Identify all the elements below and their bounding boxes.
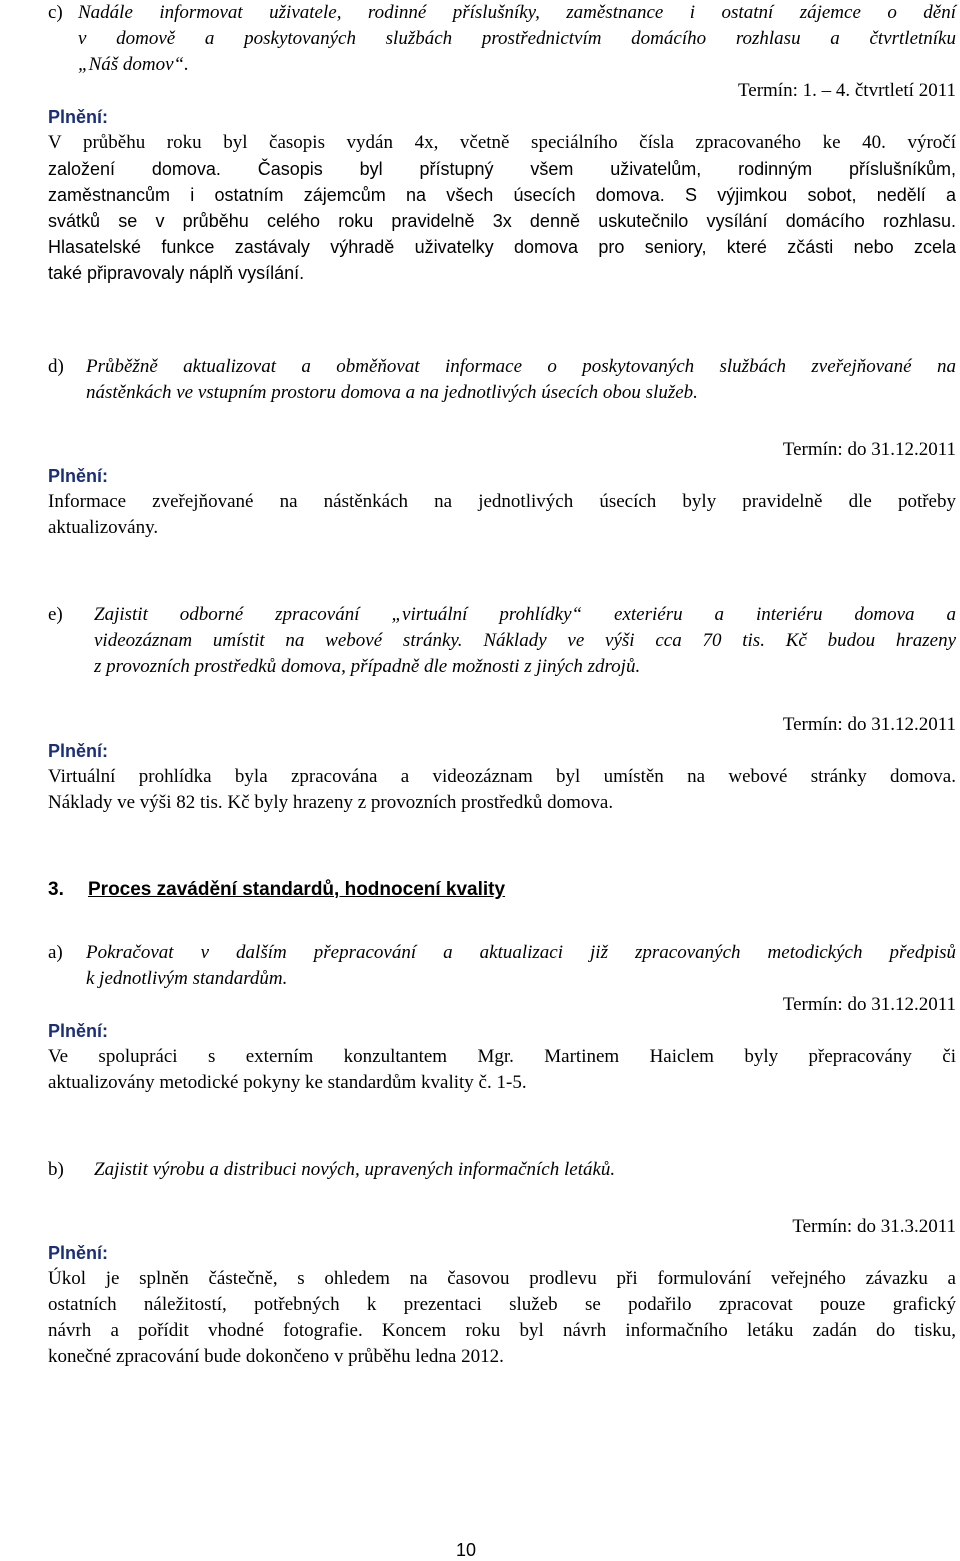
fulfillment-text: také připravovaly náplň vysílání. xyxy=(48,263,305,283)
deadline: Termín: do 31.3.2011 xyxy=(792,1216,956,1237)
item-3b-task-line xyxy=(48,1157,956,1183)
fulfillment-text: Úkol je splněn částečně, s ohledem na časovou prodlevu při formulování veřejného závazku a xyxy=(48,1268,956,1289)
item-e-task-line: videozáznam umístit na webové stránky. Náklady ve výši cca 70 tis. Kč budou hrazeny xyxy=(94,630,956,651)
section-3-heading xyxy=(48,877,956,903)
fulfillment-text: Hlasatelské funkce zastávaly výhradě uživatelky domova pro seniory, které zčásti nebo zcela xyxy=(48,237,956,257)
fulfillment-text: ostatních náležitostí, potřebných k prezentaci služeb se podařilo zpracovat pouze grafický xyxy=(48,1294,956,1315)
fulfillment-heading: Plnění: xyxy=(48,1021,109,1041)
fulfillment-heading: Plnění: xyxy=(48,1243,109,1263)
item-e-task-line xyxy=(48,602,956,628)
item-e xyxy=(48,602,956,680)
deadline: Termín: 1. – 4. čtvrtletí 2011 xyxy=(737,80,956,101)
fulfillment-text: V průběhu roku byl časopis vydán 4x, včetně speciálního čísla zpracovaného ke 40. výročí xyxy=(48,132,956,153)
item-3a xyxy=(48,940,956,1096)
deadline: Termín: do 31.12.2011 xyxy=(782,439,956,460)
task-text: Průběžně aktualizovat a obměňovat informace o poskytovaných službách zveřejňované na xyxy=(86,356,956,377)
section-title: Proces zavádění standardů, hodnocení kvality xyxy=(88,879,506,900)
item-e-result xyxy=(48,712,956,816)
item-3a-task-line xyxy=(48,940,956,966)
item-d-task-line: nástěnkách ve vstupním prostoru domova a na jednotlivých úsecích obou služeb. xyxy=(86,382,698,403)
fulfillment-text: Virtuální prohlídka byla zpracována a videozáznam byl umístěn na webové stránky domova. xyxy=(48,766,956,787)
fulfillment-text: aktualizovány. xyxy=(48,517,159,538)
item-label: e) xyxy=(48,604,63,625)
item-c-task-line: „Náš domov“. xyxy=(78,54,189,75)
item-c-task-line: v domově a poskytovaných službách prostřednictvím domácího rozhlasu a čtvrtletníku xyxy=(78,28,956,49)
fulfillment-heading: Plnění: xyxy=(48,466,109,486)
item-label: a) xyxy=(48,942,63,963)
item-d xyxy=(48,354,956,406)
section-number: 3. xyxy=(48,879,64,900)
fulfillment-text: Informace zveřejňované na nástěnkách na jednotlivých úsecích byly pravidelně dle potřeby xyxy=(48,491,956,512)
fulfillment-text: založení domova. Časopis byl přístupný všem uživatelům, rodinným příslušníkům, xyxy=(48,159,956,179)
fulfillment-heading: Plnění: xyxy=(48,741,109,761)
item-e-task-line: z provozních prostředků domova, případně dle možnosti z jiných zdrojů. xyxy=(94,656,641,677)
fulfillment-text: návrh a pořídit vhodné fotografie. Koncem roku byl návrh informačního letáku zadán do tisku, xyxy=(48,1320,956,1341)
item-3b xyxy=(48,1157,956,1183)
page-number: 10 xyxy=(455,1540,477,1560)
deadline: Termín: do 31.12.2011 xyxy=(782,714,956,735)
fulfillment-text: Náklady ve výši 82 tis. Kč byly hrazeny z provozních prostředků domova. xyxy=(48,792,614,813)
item-d-result xyxy=(48,437,956,541)
item-c-task-line xyxy=(48,0,956,26)
task-text: Nadále informovat uživatele, rodinné příslušníky, zaměstnance i ostatní zájemce o dění xyxy=(78,2,956,23)
fulfillment-text: svátků se v průběhu celého roku pravidelně 3x denně uskutečnilo vysílání domácího rozhlasu. xyxy=(48,211,956,231)
item-label: b) xyxy=(48,1159,64,1180)
fulfillment-heading: Plnění: xyxy=(48,107,109,127)
fulfillment-text: Ve spolupráci s externím konzultantem Mgr. Martinem Haiclem byly přepracovány či xyxy=(48,1046,956,1067)
task-text: Pokračovat v dalším přepracování a aktualizaci již zpracovaných metodických předpisů xyxy=(86,942,956,963)
deadline: Termín: do 31.12.2011 xyxy=(782,994,956,1015)
item-d-task-line xyxy=(48,354,956,380)
section-heading-line xyxy=(48,877,956,903)
item-label: d) xyxy=(48,356,64,377)
fulfillment-text: konečné zpracování bude dokončeno v průběhu ledna 2012. xyxy=(48,1346,504,1367)
item-label: c) xyxy=(48,2,63,23)
item-3a-task-line: k jednotlivým standardům. xyxy=(86,968,288,989)
task-text: Zajistit odborné zpracování „virtuální prohlídky“ exteriéru a interiéru domova a xyxy=(94,604,956,625)
item-c xyxy=(48,0,956,286)
fulfillment-text: aktualizovány metodické pokyny ke standardům kvality č. 1-5. xyxy=(48,1072,527,1093)
task-text: Zajistit výrobu a distribuci nových, upravených informačních letáků. xyxy=(94,1159,616,1180)
fulfillment-text: zaměstnancům i ostatním zájemcům na všech úsecích domova. S výjimkou sobot, nedělí a xyxy=(48,185,956,205)
item-3b-result xyxy=(48,1214,956,1370)
